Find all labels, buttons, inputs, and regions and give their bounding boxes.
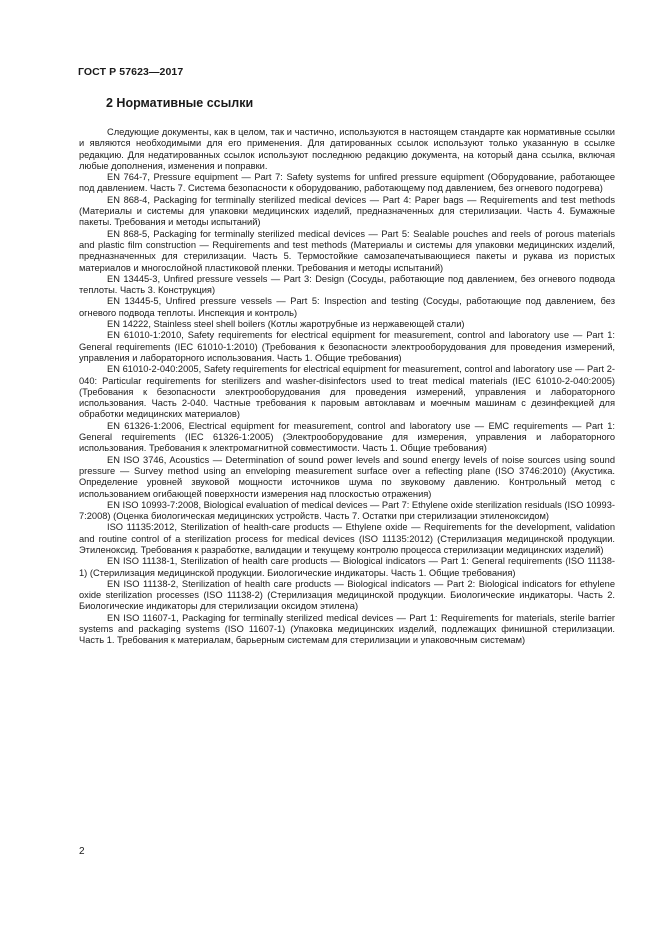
- reference-item-en-14222: EN 14222, Stainless steel shell boilers (Котлы жаротрубные из нержавеющей стали): [107, 319, 465, 330]
- reference-item-en-61326-1: EN 61326-1:2006, Electrical equipment for measurement, control and laboratory use — EMC requirements — Part 1: General requirements (IEC 61326-1:2005) (Электрооборудование для измерения, управления и лабораторного использования. Требования к электромагнитной совместимости. Часть 1. Общие требования): [79, 420, 615, 454]
- reference-item-iso-11135: ISO 11135:2012, Sterilization of health-care products — Ethylene oxide — Requirements for the development, validation and routine control of a sterilization process for medical devices (ISO 11135:2012) (Стерилизация медицинской продукции. Этиленоксид. Требования к разработке, валидации и текущему контролю процесса стерилизации медицинских изделий): [79, 522, 615, 555]
- reference-item-en-868-5: EN 868-5, Packaging for terminally sterilized medical devices — Part 5: Sealable pouches and reels of porous materials and plastic film construction — Requirements and test methods (Материалы и системы для упаковки медицинских изделий, предназначенных для стерилизации. Часть 5. Термостойкие самозапечатывающиеся пакеты и рукава из пористых материалов и многослойной пластиковой пленки. Требования и методы испытаний): [79, 228, 615, 273]
- reference-item-en-61010-2-040: EN 61010-2-040:2005, Safety requirements for electrical equipment for measurement, control and laboratory use — Part 2-040: Particular requirements for sterilizers and washer-disinfectors used to treat medical materials (IEC 61010-2-040:2005) (Требования к безопасности электрооборудования для проведения измерений, управления и лабораторного использования. Часть 2-040. Частные требования к паровым автоклавам и моечным машинам с дезинфекцией для обработки медицинских материалов): [79, 364, 615, 420]
- document-header: ГОСТ Р 57623—2017: [78, 66, 184, 78]
- reference-item-en-iso-11138-1: EN ISO 11138-1, Sterilization of health care products — Biological indicators — Part 1: General requirements (ISO 11138-1) (Стерилизация медицинской продукции. Биологические индикаторы. Часть 1. Общие требования): [79, 556, 615, 578]
- reference-item-en-iso-10993-7: EN ISO 10993-7:2008, Biological evaluation of medical devices — Part 7: Ethylene oxide sterilization residuals (ISO 10993-7:2008) (Оценка биологическая медицинских устройств. Часть 7. Остатки при стерилизации этиленоксидом): [79, 499, 615, 522]
- reference-item-en-13445-5: EN 13445-5, Unfired pressure vessels — Part 5: Inspection and testing (Сосуды, работающие под давлением, без огневого подвода теплоты. Инспекция и контроль): [79, 296, 615, 318]
- reference-item-en-764-7: EN 764-7, Pressure equipment — Part 7: Safety systems for unfired pressure equipment (Оборудование, работающее под давлением. Часть 7. Система безопасности к оборудованию, работающему под давлением, без огневого подогрева): [79, 172, 615, 194]
- reference-item-en-iso-3746: EN ISO 3746, Acoustics — Determination of sound power levels and sound energy levels of noise sources using sound pressure — Survey method using an enveloping measurement surface over a reflecting plane (ISO 3746:2010) (Акустика. Определение уровней звуковой мощности источников шума по звуковому давлению. Контрольный метод с использованием огибающей поверхности измерения над плоскостью отражения): [79, 454, 615, 499]
- page-number: 2: [79, 846, 85, 857]
- reference-item-en-iso-11138-2: EN ISO 11138-2, Sterilization of health care products — Biological indicators — Part 2: Biological indicators for ethylene oxide sterilization processes (ISO 11138-2) (Стерилизация медицинской продукции. Биологические индикаторы. Часть 2. Биологические индикаторы для стерилизации оксидом этилена): [79, 578, 615, 612]
- reference-item-en-868-4: EN 868-4, Packaging for terminally sterilized medical devices — Part 4: Paper bags — Requirements and test methods (Материалы и системы для упаковки медицинских изделий, предназначенных для стерилизации. Часть 4. Бумажные пакеты. Требования и методы испытаний): [79, 194, 615, 228]
- section-title: 2 Нормативные ссылки: [106, 96, 254, 110]
- references-body: [79, 127, 615, 647]
- reference-item-en-13445-3: EN 13445-3, Unfired pressure vessels — Part 3: Design (Сосуды, работающие под давлением, без огневого подвода теплоты. Часть 3. Конструкция): [79, 273, 615, 296]
- reference-item-en-iso-11607-1: EN ISO 11607-1, Packaging for terminally sterilized medical devices — Part 1: Requirements for materials, sterile barrier systems and packaging systems (ISO 11607-1) (Упаковка медицинских изделий, подлежащих финишной стерилизации. Часть 1. Требования к материалам, барьерным системам для стерилизации и упаковочным системам): [79, 612, 615, 646]
- intro-paragraph: Следующие документы, как в целом, так и частично, используются в настоящем стандарте как нормативные ссылки и являются необходимыми для его применения. Для датированных ссылок используют только указанную в ссылке редакцию. Для недатированных ссылок используют последнюю редакцию документа, на который дана ссылка, включая любые дополнения, изменения и поправки.: [79, 127, 615, 171]
- reference-item-en-61010-1: EN 61010-1:2010, Safety requirements for electrical equipment for measurement, control and laboratory use — Part 1: General requirements (IEC 61010-1:2010) (Требования к безопасности электрооборудования для проведения измерений, управления и лабораторного использования. Часть 1. Общие требования): [79, 330, 615, 363]
